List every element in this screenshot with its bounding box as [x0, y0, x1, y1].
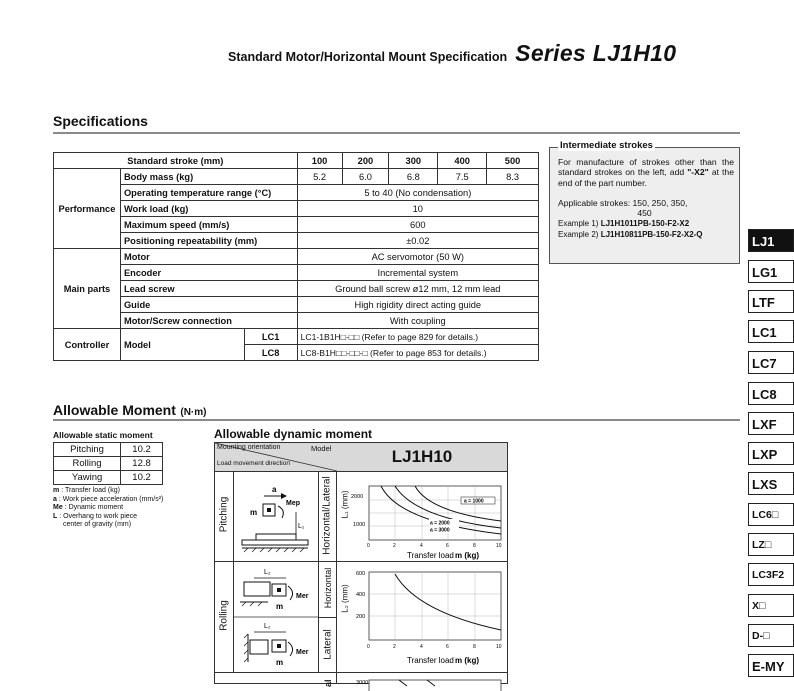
moment-legend: [53, 487, 203, 530]
horizontal-label: Horizontal: [323, 567, 333, 609]
page-header: [228, 40, 748, 67]
l1-axis-label: L₁ (mm): [340, 490, 350, 519]
specifications-table: [53, 152, 539, 361]
motor-label: Motor: [120, 249, 297, 265]
pitching-illustration: [234, 472, 318, 561]
intermediate-text-1: For manufacture of strokes other than the standard strokes on the left, add: [558, 157, 734, 178]
model-header-label: Model: [311, 444, 332, 453]
pitching-diagram: [234, 472, 319, 562]
controller-model-label: Model: [120, 329, 244, 361]
table-row: [54, 313, 539, 329]
side-tab-lxf[interactable]: LXF: [748, 412, 794, 435]
static-value: 10.2: [121, 471, 163, 485]
x-tick: 6: [446, 543, 449, 549]
tick-label: 200: [356, 614, 366, 620]
pitching-cell: [215, 472, 234, 562]
static-value: 12.8: [121, 457, 163, 471]
table-row: [54, 169, 539, 185]
diagram-m-label: m: [250, 508, 258, 517]
op-temp-label: Operating temperature range (°C): [120, 185, 297, 201]
table-row: [54, 265, 539, 281]
diagram-l2-label: L₂: [264, 569, 271, 576]
legend-item: a : Work piece acceleration (mm/s²): [53, 495, 164, 503]
example-2: [558, 230, 703, 240]
x-axis-unit: m (kg): [455, 551, 479, 560]
allowable-moment-unit: (N·m): [180, 407, 207, 418]
rolling-plot: [337, 562, 507, 672]
side-tab-ltf[interactable]: LTF: [748, 290, 794, 313]
header-title-prefix: Standard Motor/Horizontal Mount Specification: [228, 50, 508, 64]
connection-label: Motor/Screw connection: [120, 313, 297, 329]
a1000-label: a = 1000: [464, 498, 484, 505]
max-speed-label: Maximum speed (mm/s): [120, 217, 297, 233]
lc1-label: LC1: [244, 329, 297, 345]
pitching-plot: [337, 472, 507, 561]
diagram-l2-label-2: L₂: [264, 623, 271, 630]
example-1: [558, 219, 689, 229]
static-label: Yawing: [54, 471, 121, 485]
stroke-cell: 400: [438, 153, 487, 169]
diagram-l1-label: L₁: [298, 523, 305, 530]
rolling-label: Rolling: [218, 600, 230, 631]
table-row: [54, 201, 539, 217]
yawing-plot-partial: [337, 676, 507, 686]
x-tick: 10: [496, 543, 502, 549]
load-direction-label: Load movement direction: [217, 460, 290, 467]
body-mass-cell: 8.3: [487, 169, 539, 185]
diagram-mer-label-2: Mer: [296, 649, 309, 656]
table-row: [54, 457, 163, 471]
intermediate-text-2: at the end of the part number.: [558, 167, 734, 188]
work-load-value: 10: [297, 201, 538, 217]
dynamic-moment-title: Allowable dynamic moment: [214, 427, 373, 441]
encoder-value: Incremental system: [297, 265, 538, 281]
main-parts-group-label: Main parts: [54, 249, 121, 329]
yawing-chart-partial: [337, 673, 507, 686]
table-row: [54, 471, 163, 485]
x-axis-title: Transfer load: [407, 656, 454, 665]
table-row: [54, 443, 163, 457]
body-mass-cell: 7.5: [438, 169, 487, 185]
legend-item: m : Transfer load (kg): [53, 487, 120, 494]
stroke-cell: 100: [297, 153, 342, 169]
connection-value: With coupling: [297, 313, 538, 329]
tick-label: 600: [356, 571, 366, 577]
tick-label: 400: [356, 592, 366, 598]
example-1-label: Example 1): [558, 219, 599, 228]
example-2-code: LJ1H10811PB-150-F2-X2-Q: [600, 230, 703, 239]
table-row: [54, 297, 539, 313]
side-tab-lj1[interactable]: LJ1: [748, 229, 794, 252]
tick-label: 2000: [351, 494, 364, 500]
pitching-label: Pitching: [218, 496, 230, 533]
a3000-label: a = 3000: [430, 527, 450, 534]
stroke-header: Standard stroke (mm): [54, 153, 298, 169]
side-tab-d[interactable]: D-□: [748, 624, 794, 647]
l2-axis-label: L₂ (mm): [340, 584, 350, 613]
side-tab-lc1[interactable]: LC1: [748, 320, 794, 343]
lead-screw-label: Lead screw: [120, 281, 297, 297]
lateral-label: Lateral: [322, 629, 334, 660]
intermediate-strokes-box: [549, 140, 740, 264]
x-axis-unit: m (kg): [455, 656, 479, 665]
rolling-chart: [337, 562, 507, 673]
legend-item: L : Overhang to work piece: [53, 512, 138, 520]
pitching-chart: [337, 472, 507, 562]
rolling-diagram: [234, 562, 319, 673]
x-tick: 4: [420, 543, 423, 549]
guide-value: High rigidity direct acting guide: [297, 297, 538, 313]
body-mass-cell: 6.0: [342, 169, 389, 185]
x-tick: 4: [420, 644, 423, 650]
table-row: [54, 249, 539, 265]
applicable-strokes-cont: 450: [637, 208, 652, 218]
horiz-lateral-cell: [319, 472, 337, 562]
controller-group-label: Controller: [54, 329, 121, 361]
static-value: 10.2: [121, 443, 163, 457]
diagram-m-label-2: m: [276, 658, 284, 667]
example-1-code: LJ1H1011PB-150-F2-X2: [600, 219, 690, 228]
stroke-cell: 300: [389, 153, 438, 169]
x-tick: 2: [393, 543, 396, 549]
legend-item: center of gravity (mm): [63, 521, 132, 529]
allowable-moment-label: Allowable Moment: [53, 402, 176, 418]
stroke-cell: 200: [342, 153, 389, 169]
allowable-moment-rule: [53, 419, 740, 421]
table-row: [54, 281, 539, 297]
side-tab-lxp[interactable]: LXP: [748, 442, 794, 465]
side-tab-lz[interactable]: LZ□: [748, 533, 794, 556]
performance-group-label: Performance: [54, 169, 121, 249]
yawing-orientation-label: al: [323, 679, 333, 687]
horiz-lateral-label: Horizontal/Lateral: [321, 476, 333, 555]
intermediate-strokes-title: Intermediate strokes: [560, 140, 653, 151]
dynamic-header-corner: [215, 443, 338, 472]
lead-screw-value: Ground ball screw ø12 mm, 12 mm lead: [297, 281, 538, 297]
intermediate-strokes-text: [558, 157, 734, 188]
guide-label: Guide: [120, 297, 297, 313]
dynamic-moment-table: [214, 442, 508, 687]
body-mass-cell: 5.2: [297, 169, 342, 185]
diagram-a-label: a: [272, 485, 277, 494]
lc1-value: LC1-1B1H□-□□ (Refer to page 829 for details.): [297, 329, 538, 345]
applicable-strokes: Applicable strokes: 150, 250, 350,: [558, 198, 688, 208]
body-mass-cell: 6.8: [389, 169, 438, 185]
horizontal-cell: [319, 562, 337, 618]
max-speed-value: 600: [297, 217, 538, 233]
table-row: [54, 153, 539, 169]
series-name: Series LJ1H10: [515, 40, 677, 66]
op-temp-value: 5 to 40 (No condensation): [297, 185, 538, 201]
specifications-title: Specifications: [53, 113, 148, 129]
legend-item: Me : Dynamic moment: [53, 504, 124, 512]
lateral-cell: [319, 618, 337, 673]
x2-code: "-X2": [687, 167, 709, 178]
x-tick: 0: [367, 644, 370, 650]
stroke-cell: 500: [487, 153, 539, 169]
table-row: [54, 217, 539, 233]
x-tick: 10: [496, 644, 502, 650]
static-moment-table: [53, 442, 163, 485]
yawing-orientation-cell: [319, 673, 337, 687]
x-tick: 8: [473, 543, 476, 549]
side-tab-lc3f2[interactable]: LC3F2: [748, 563, 794, 586]
x-tick: 0: [367, 543, 370, 549]
a2000-label: a = 2000: [430, 520, 450, 527]
static-moment-title: Allowable static moment: [53, 430, 153, 440]
repeatability-value: ±0.02: [297, 233, 538, 249]
x-axis-title: Transfer load: [407, 551, 454, 560]
motor-value: AC servomotor (50 W): [297, 249, 538, 265]
static-label: Pitching: [54, 443, 121, 457]
table-row: [54, 185, 539, 201]
side-tab-lg1[interactable]: LG1: [748, 260, 794, 283]
model-name: LJ1H10: [337, 443, 507, 472]
encoder-label: Encoder: [120, 265, 297, 281]
repeatability-label: Positioning repeatability (mm): [120, 233, 297, 249]
diagram-m-label: m: [276, 602, 284, 611]
x-tick: 2: [393, 644, 396, 650]
table-row: [54, 233, 539, 249]
example-2-label: Example 2): [558, 230, 599, 239]
x-tick: 6: [446, 644, 449, 650]
specifications-rule: [53, 132, 740, 134]
rolling-illustration: [234, 562, 318, 672]
side-tab-lc6[interactable]: LC6□: [748, 503, 794, 526]
tick-label: 1000: [353, 522, 366, 528]
x-tick: 8: [473, 644, 476, 650]
static-label: Rolling: [54, 457, 121, 471]
side-tab-emy[interactable]: E-MY: [748, 654, 794, 677]
side-tab-lc7[interactable]: LC7: [748, 351, 794, 374]
lc8-label: LC8: [244, 345, 297, 361]
work-load-label: Work load (kg): [120, 201, 297, 217]
rolling-cell: [215, 562, 234, 673]
tick-label: 3000: [356, 680, 369, 686]
diagram-mer-label: Mer: [296, 593, 309, 600]
side-tab-x[interactable]: X□: [748, 594, 794, 617]
table-row: [54, 329, 539, 345]
lc8-value: LC8-B1H□□-□□-□ (Refer to page 853 for details.): [297, 345, 538, 361]
side-tab-lxs[interactable]: LXS: [748, 472, 794, 495]
body-mass-label: Body mass (kg): [120, 169, 297, 185]
side-tab-lc8[interactable]: LC8: [748, 382, 794, 405]
allowable-moment-title: [53, 402, 206, 420]
mounting-orientation-label: Mounting orientation: [217, 444, 281, 451]
diagram-mep-label: Mep: [286, 500, 300, 507]
